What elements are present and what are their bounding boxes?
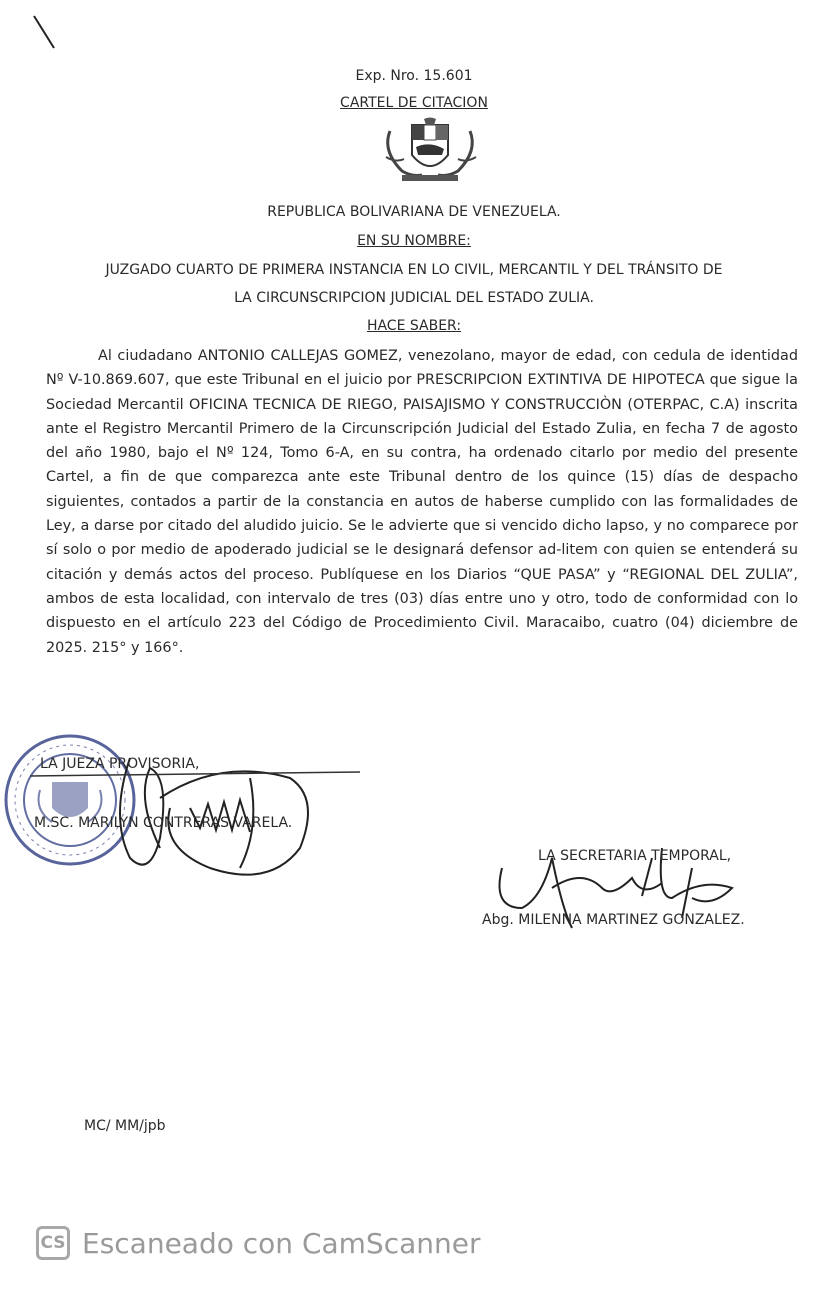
expediente-number: Exp. Nro. 15.601	[355, 68, 473, 84]
coat-of-arms-icon	[372, 117, 488, 183]
reference-initials: MC/ MM/jpb	[84, 1118, 166, 1134]
en-su-nombre: EN SU NOMBRE:	[357, 233, 471, 249]
cartel-title: CARTEL DE CITACION	[340, 95, 488, 111]
camscanner-text: Escaneado con CamScanner	[82, 1226, 481, 1260]
hace-saber: HACE SABER:	[366, 318, 462, 334]
citation-paragraph: Al ciudadano ANTONIO CALLEJAS GOMEZ, venezolano, mayor de edad, con cedula de identidad Nº V-10.869.607, que este Tribunal en el juicio por PRESCRIPCION EXTINTIVA DE HIPOTECA que sigue la Sociedad Mercantil OFICINA TECNICA DE RIEGO, PAISAJISMO Y CONSTRUCCIÒN (OTERPAC, C.A) inscrita ante el Registro Mercantil Primero de la Circunscripción Judicial del Estado Zulia, en fecha 7 de agosto del año 1980, bajo el Nº 124, Tomo 6-A, en su contra, ha ordenado citarlo por medio del presente Cartel, a fin de que comparezca ante este Tribunal dentro de los quince (15) días de despacho siguientes, contados a partir de la constancia en autos de haberse cumplido con las formalidades de Ley, a darse por citado del aludido juicio. Se le advierte que si vencido dicho lapso, y no comparece por sí solo o por medio de apoderado judicial se le designará defensor ad-litem con quien se entenderá su citación y demás actos del proceso. Publíquese en los Diarios “QUE PASA” y “REGIONAL DEL ZULIA”, ambos de esta localidad, con intervalo de tres (03) días entre uno y otro, todo de conformidad con lo dispuesto en el artículo 223 del Código de Procedimiento Civil. Maracaibo, cuatro (04) diciembre de 2025. 215° y 166°.	[46, 348, 798, 656]
secretary-title: LA SECRETARIA TEMPORAL,	[538, 848, 732, 864]
republic-heading: REPUBLICA BOLIVARIANA DE VENEZUELA.	[267, 204, 561, 220]
camscanner-logo-icon: CS	[36, 1226, 70, 1260]
camscanner-watermark	[36, 1226, 480, 1260]
court-name-line1: JUZGADO CUARTO DE PRIMERA INSTANCIA EN LO CIVIL, MERCANTIL Y DEL TRÁNSITO DE	[105, 262, 723, 278]
corner-mark	[30, 12, 60, 52]
judge-title: LA JUEZA PROVISORIA,	[40, 756, 200, 772]
court-name-line2: LA CIRCUNSCRIPCION JUDICIAL DEL ESTADO ZULIA.	[234, 290, 594, 306]
judge-name: M.SC. MARILYN CONTRERAS VARELA.	[34, 815, 293, 831]
secretary-name: Abg. MILENNA MARTINEZ GONZALEZ.	[482, 912, 745, 928]
